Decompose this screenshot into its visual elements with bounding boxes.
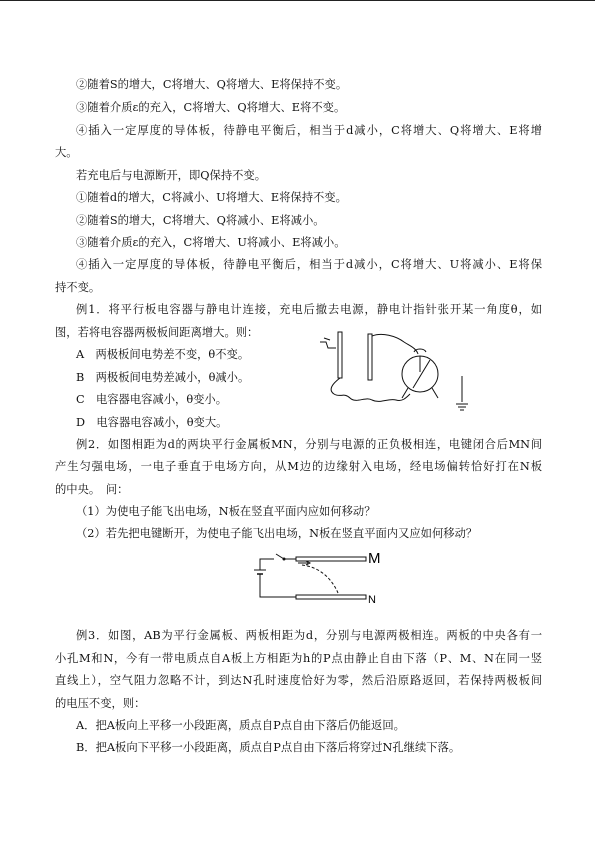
question-1: （1）为使电子能飞出电场，N板在竖直平面内应如何移动？ bbox=[76, 505, 376, 518]
option-c: C 电容器电容减小，θ变小。 bbox=[76, 393, 228, 406]
example-3-text: 的电压不变，则： bbox=[55, 697, 146, 710]
example-3-text: 小孔M和N，今有一带电质点自A板上方相距为h的P点由静止自由下落（P、M、N在同一竖 bbox=[55, 652, 542, 665]
question-2: （2）若先把电键断开，为使电子能飞出电场，N板在竖直平面内又应如何移动？ bbox=[76, 527, 478, 540]
capacitor-plate-left bbox=[338, 332, 342, 378]
example-1-text: 图，若将电容器两极板间距离增大。则： bbox=[55, 326, 259, 339]
text-line: ②随着S的增大，C将增大、Q将增大、E将保持不变。 bbox=[76, 78, 348, 91]
text-line: ④插入一定厚度的导体板，待静电平衡后，相当于d减小，C将增大、U将减小、E将保 bbox=[76, 258, 542, 271]
text-line: ①随着d的增大，C将减小、U将增大、E将保持不变。 bbox=[76, 191, 347, 204]
example-3-text: 直线上），空气阻力忽略不计，到达N孔时速度恰好为零，然后沿原路返回，若保持两极板间 bbox=[55, 674, 542, 687]
option-b: B．把A板向下平移一小段距离，质点自P点自由下落后将穿过N孔继续下落。 bbox=[76, 741, 461, 754]
electron-trajectory bbox=[302, 565, 338, 593]
wire-left bbox=[331, 378, 410, 401]
text-line: ③随着介质ε的充入，C将增大、Q将增大、E将不变。 bbox=[76, 101, 346, 114]
label-m: M bbox=[368, 550, 381, 567]
plate-n bbox=[296, 595, 366, 599]
text-line: ③随着介质ε的充入，C将增大、U将减小、E将减小。 bbox=[76, 236, 346, 249]
example-2-text: 例2．如图相距为d的两块平行金属板MN，分别与电源的正负极相连，电键闭合后MN间 bbox=[76, 438, 542, 451]
option-a: A．把A板向上平移一小段距离，质点自P点自由下落后仍能返回。 bbox=[76, 719, 405, 732]
text-line: ②随着S的增大，C将增大、Q将减小、E将减小。 bbox=[76, 214, 325, 227]
option-d: D 电容器电容减小，θ变大。 bbox=[76, 416, 228, 429]
label-n: N bbox=[368, 594, 376, 606]
parallel-plate-figure bbox=[240, 545, 400, 607]
plate-handle bbox=[320, 342, 336, 348]
example-2-text: 产生匀强电场，一电子垂直于电场方向，从M边的边缘射入电场，经电场偏转恰好打在N板 bbox=[55, 460, 542, 473]
plate-m bbox=[296, 557, 366, 561]
text-line: 若充电后与电源断开，即Q保持不变。 bbox=[76, 169, 267, 182]
example-2-text: 的中央。 问： bbox=[55, 483, 129, 496]
example-3-text: 例3．如图，AB为平行金属板、两板相距为d，分别与电源两极相连。两板的中央各有一 bbox=[76, 629, 542, 642]
page-top-rule bbox=[0, 0, 595, 1]
option-a: A 两极板间电势差不变，θ不变。 bbox=[76, 348, 250, 361]
text-line: 大。 bbox=[55, 146, 78, 159]
wire-right bbox=[372, 334, 418, 354]
example-1-text: 例1．将平行板电容器与静电计连接，充电后撤去电源，静电计指针张开某一角度θ，如 bbox=[76, 303, 542, 316]
text-line: 持不变。 bbox=[55, 281, 101, 294]
option-b: B 两极板间电势差减小，θ减小。 bbox=[76, 371, 250, 384]
text-line: ④插入一定厚度的导体板，待静电平衡后，相当于d减小，C将增大、Q将增大、E将增 bbox=[76, 124, 542, 137]
electrometer-figure bbox=[310, 328, 490, 416]
capacitor-plate-right bbox=[368, 334, 372, 380]
